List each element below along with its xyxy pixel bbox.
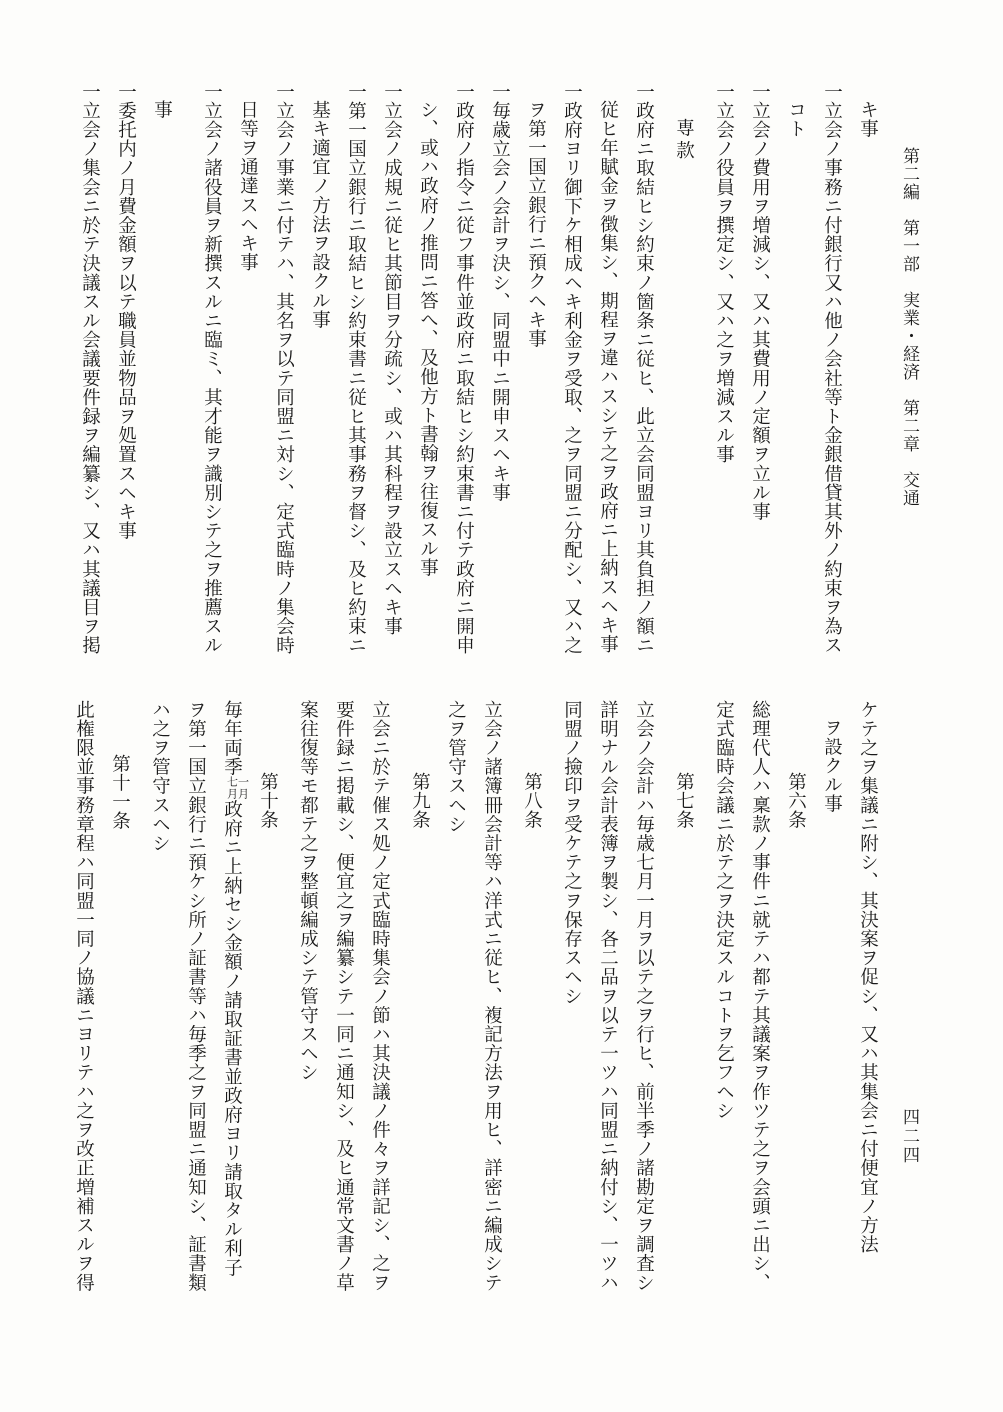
- top-line: 一立会ノ集会ニ於テ決議スル会議要件録ヲ編纂シ、又ハ其議目ヲ掲: [79, 82, 101, 655]
- bottom-line: 此権限並事務章程ハ同盟一同ノ協議ニヨリテハ之ヲ改正増補スルヲ得: [73, 700, 95, 1293]
- bottom-line: 定式臨時会議ニ於テ之ヲ決定スルコトヲ乞フヘシ: [713, 700, 735, 1121]
- annotated-line-post: 政府ニ上納セシ金額ノ請取証書並政府ヨリ請取タル利子: [221, 799, 243, 1278]
- top-line: 一立会ノ諸役員ヲ新撰スルニ臨ミ、其才能ヲ識別シテ之ヲ推薦スル: [201, 82, 223, 655]
- section-heading: 専款: [673, 118, 695, 163]
- page-number: 四二四: [899, 1108, 919, 1165]
- bottom-line-annotated: [222, 700, 249, 1277]
- top-line: シ、或ハ政府ノ推問ニ答へ、及他方ト書翰ヲ往復スル事: [417, 100, 439, 578]
- top-line: 一委托内ノ月費金額ヲ以テ職員並物品ヲ処置スヘキ事: [115, 82, 137, 541]
- bottom-line: 案往復等モ都テ之ヲ整頓編成シテ管守スヘシ: [297, 700, 319, 1082]
- top-line: ヲ第一国立銀行ニ預クヘキ事: [525, 100, 547, 349]
- top-line: 事: [151, 100, 173, 120]
- top-line: 一立会ノ事務ニ付銀行又ハ他ノ会社等ト金銀借貸其外ノ約束ヲ為ス: [821, 82, 843, 655]
- bottom-line: 立会ノ諸簿冊会計等ハ洋式ニ従ヒ、複記方法ヲ用ヒ、詳密ニ編成シテ: [481, 700, 503, 1293]
- article-heading: 第八条: [521, 772, 543, 830]
- note-first-month: 一月: [236, 776, 250, 800]
- bottom-line: 立会ニ於テ催ス処ノ定式臨時集会ノ節ハ其決議ノ件々ヲ詳記シ、之ヲ: [369, 700, 391, 1293]
- note-seventh-month: 七月: [225, 776, 239, 800]
- top-line: 一立会ノ役員ヲ撰定シ、又ハ之ヲ増減スル事: [713, 82, 735, 464]
- top-line: 一立会ノ成規ニ従ヒ其節目ヲ分疏シ、或ハ其科程ヲ設立スヘキ事: [381, 82, 403, 636]
- chapter-header: 第二編 第一部 実業・経済 第二章 交通: [899, 147, 919, 507]
- top-line: 一政府ノ指令ニ従フ事件並政府ニ取結ヒシ約束書ニ付テ政府ニ開申: [453, 82, 475, 655]
- interlinear-note: [227, 776, 249, 799]
- article-heading: 第十条: [257, 772, 279, 830]
- bottom-line: 要件録ニ掲載シ、便宜之ヲ編纂シテ一同ニ通知シ、及ヒ通常文書ノ草: [333, 700, 355, 1293]
- bottom-line: 詳明ナル会計表簿ヲ製シ、各二品ヲ以テ一ツハ同盟ニ納付シ、一ツハ: [597, 700, 619, 1293]
- top-line: 基キ適宜ノ方法ヲ設クル事: [309, 100, 331, 330]
- bottom-line: ケテ之ヲ集議ニ附シ、其決案ヲ促シ、又ハ其集会ニ付便宜ノ方法: [857, 700, 879, 1254]
- top-line: 一立会ノ費用ヲ増減シ、又ハ其費用ノ定額ヲ立ル事: [749, 82, 771, 522]
- article-heading: 第七条: [673, 772, 695, 830]
- top-line: 一政府ヨリ御下ケ相成ヘキ利金ヲ受取、之ヲ同盟ニ分配シ、又ハ之: [561, 82, 583, 655]
- top-line: キ事: [857, 100, 879, 139]
- bottom-line: 立会ノ会計ハ毎歳七月一月ヲ以テ之ヲ行ヒ、前半季ノ諸勘定ヲ調査シ: [633, 700, 655, 1293]
- top-line: 一立会ノ事業ニ付テハ、其名ヲ以テ同盟ニ対シ、定式臨時ノ集会時: [273, 82, 295, 655]
- article-heading: 第十一条: [109, 754, 131, 831]
- bottom-line: 之ヲ管守スヘシ: [445, 700, 467, 834]
- top-line: 一第一国立銀行ニ取結ヒシ約束書ニ従ヒ其事務ヲ督シ、及ヒ約束ニ: [345, 82, 367, 655]
- bottom-line: ヲ設クル事: [821, 718, 843, 814]
- annotated-line-pre: 毎年両季: [221, 700, 243, 777]
- bottom-line: 同盟ノ撿印ヲ受ケテ之ヲ保存スヘシ: [561, 700, 583, 1006]
- top-line: 一毎歳立会ノ会計ヲ決シ、同盟中ニ開申スヘキ事: [489, 82, 511, 503]
- top-line: 日等ヲ通達スヘキ事: [237, 100, 259, 272]
- top-line: 一政府ニ取結ヒシ約束ノ箇条ニ従ヒ、此立会同盟ヨリ其負担ノ額ニ: [633, 82, 655, 655]
- article-heading: 第六条: [785, 772, 807, 830]
- article-heading: 第九条: [409, 772, 431, 830]
- bottom-line: ハ之ヲ管守スヘシ: [149, 700, 171, 853]
- bottom-line: ヲ第一国立銀行ニ預ケシ所ノ証書等ハ毎季之ヲ同盟ニ通知シ、証書類: [185, 700, 207, 1293]
- top-line: 従ヒ年賦金ヲ徴集シ、期程ヲ違ハスシテ之ヲ政府ニ上納スヘキ事: [597, 100, 619, 654]
- top-line: コト: [785, 100, 807, 139]
- bottom-line: 総理代人ハ稟款ノ事件ニ就テハ都テ其議案ヲ作ツテ之ヲ会頭ニ出シ、: [749, 700, 771, 1293]
